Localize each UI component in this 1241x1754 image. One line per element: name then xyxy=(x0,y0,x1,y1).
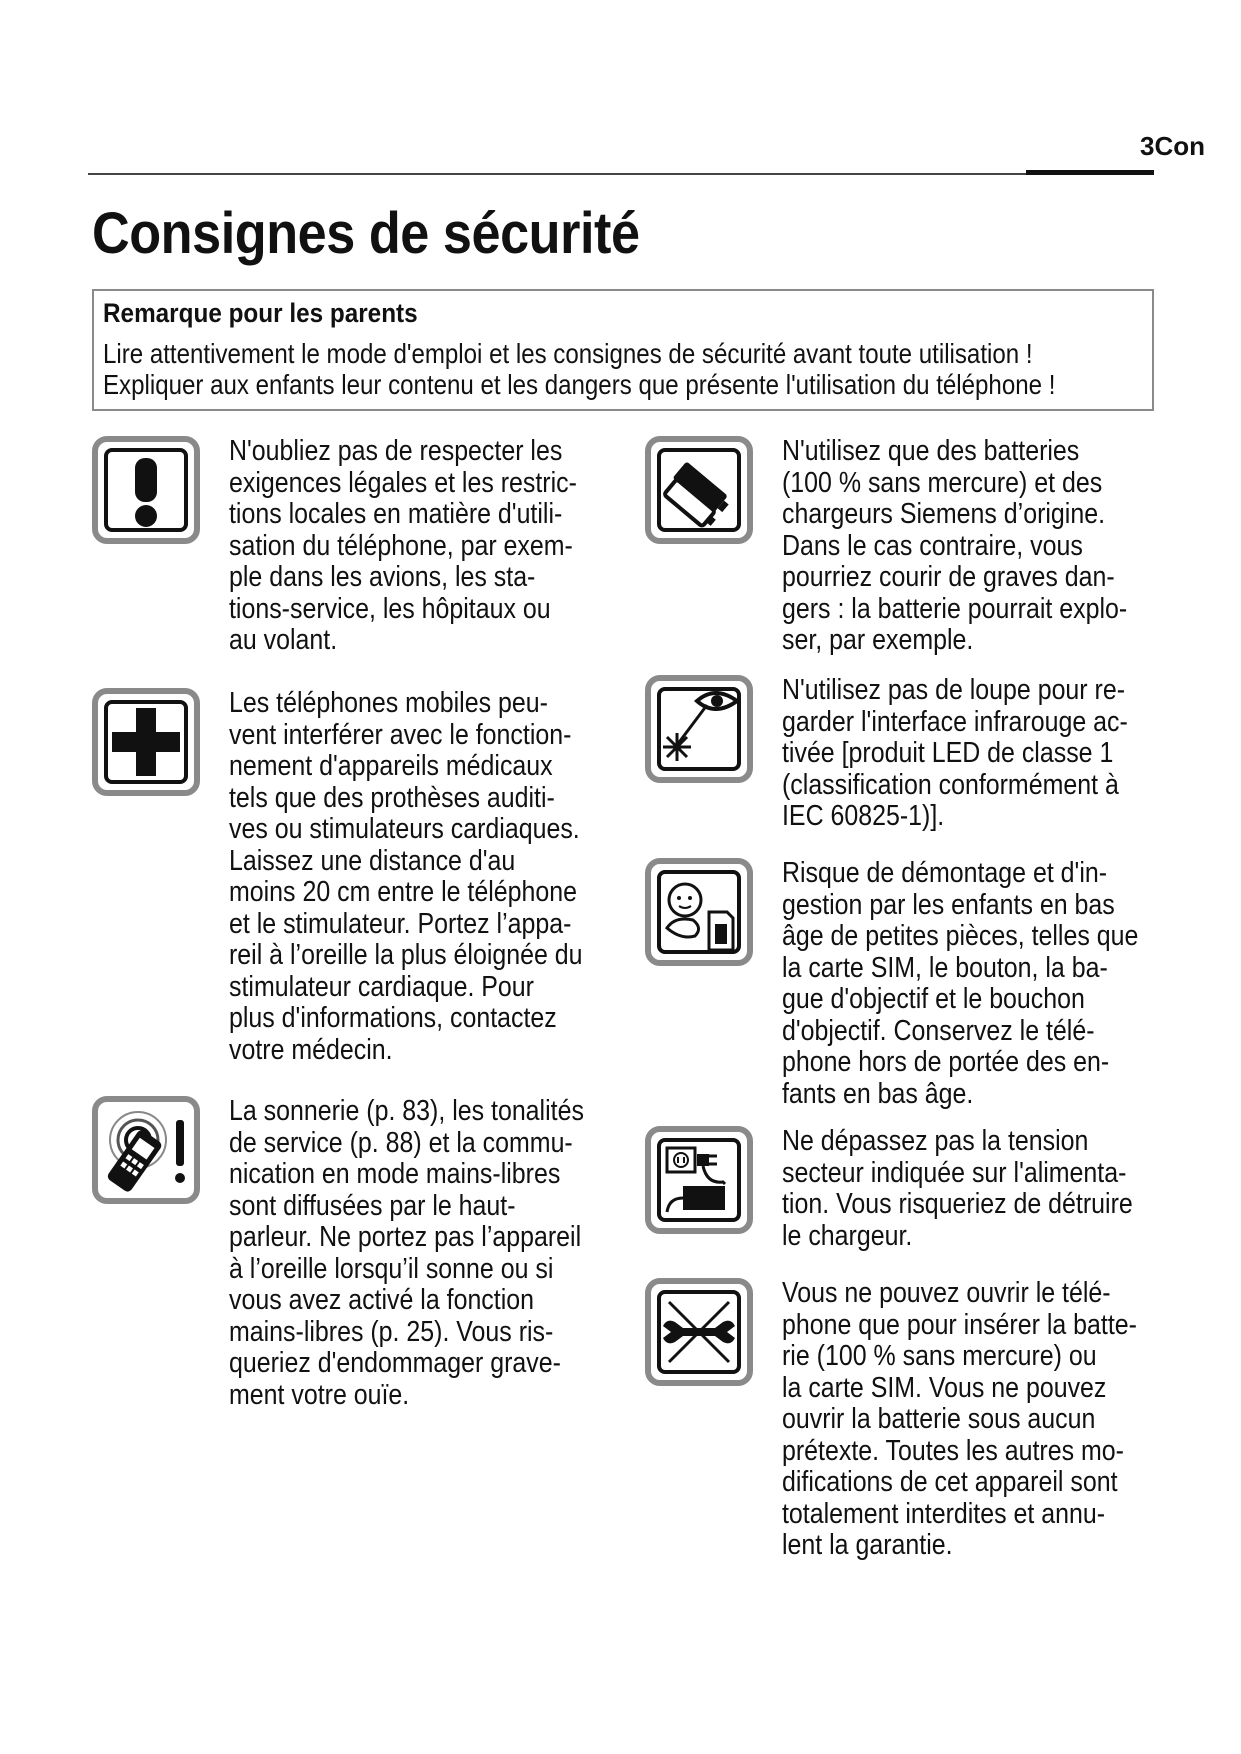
item-text-line: (100 % sans mercure) et des xyxy=(782,466,1103,499)
header-rule xyxy=(88,173,1154,175)
item-text-line: N'utilisez pas de loupe pour re- xyxy=(782,674,1126,706)
item-text-line: N'oubliez pas de respecter les xyxy=(229,435,563,467)
item-text-line: nication en mode mains-libres xyxy=(229,1158,561,1190)
no-tools-icon xyxy=(645,1278,753,1386)
section-label: 3Con xyxy=(1140,131,1205,161)
item-text-line: et le stimulateur. Portez l’appa- xyxy=(229,907,572,940)
item-text-line: La sonnerie (p. 83), les tonalités xyxy=(229,1095,584,1127)
item-text-line: tels que des prothèses auditi- xyxy=(229,781,555,814)
item-text-line: Vous ne pouvez ouvrir le télé- xyxy=(782,1277,1111,1309)
item-text-line: plus d'informations, contactez xyxy=(229,1002,557,1034)
notice-line: Lire attentivement le mode d'emploi et les consignes de sécurité avant toute utilisation ! xyxy=(103,338,1033,369)
item-text-line: tivée [produit LED de classe 1 xyxy=(782,737,1114,769)
power-supply-icon xyxy=(645,1126,753,1234)
item-text-line: au volant. xyxy=(229,624,338,656)
item-text-line: Ne dépassez pas la tension xyxy=(782,1125,1089,1157)
page-title: Consignes de sécurité xyxy=(92,201,640,266)
notice-title: Remarque pour les parents xyxy=(103,298,418,328)
item-text-line: gers : la batterie pourrait explo- xyxy=(782,592,1128,625)
item-text-line: phone que pour insérer la batte- xyxy=(782,1308,1137,1341)
item-text-line: secteur indiquée sur l'alimenta- xyxy=(782,1156,1127,1189)
item-text-line: tion. Vous risqueriez de détruire xyxy=(782,1188,1133,1220)
item-text-line: Risque de démontage et d'in- xyxy=(782,857,1108,889)
item-text-line: queriez d'endommager grave- xyxy=(229,1347,561,1379)
item-text-line: parleur. Ne portez pas l’appareil xyxy=(229,1221,582,1253)
item-text-line: nement d'appareils médicaux xyxy=(229,750,553,782)
item-text-line: IEC 60825-1)]. xyxy=(782,800,945,832)
infrared-eye-icon xyxy=(645,675,753,783)
item-text-line: de service (p. 88) et la commu- xyxy=(229,1126,573,1159)
item-text-line: sation du téléphone, par exem- xyxy=(229,529,573,562)
item-text-line: N'utilisez que des batteries xyxy=(782,435,1080,467)
item-text-line: à l’oreille lorsqu’il sonne ou si xyxy=(229,1252,554,1285)
item-text-line: mains-libres (p. 25). Vous ris- xyxy=(229,1315,554,1348)
item-text-line: gestion par les enfants en bas xyxy=(782,888,1115,921)
medical-cross-icon xyxy=(92,688,200,796)
item-text-line: lent la garantie. xyxy=(782,1529,953,1561)
item-text-line: votre médecin. xyxy=(229,1033,393,1066)
child-sim-icon xyxy=(645,858,753,966)
item-text-line: Dans le cas contraire, vous xyxy=(782,529,1083,562)
item-text-line: Laissez une distance d'au xyxy=(229,844,516,877)
item-text-line: Les téléphones mobiles peu- xyxy=(229,687,548,719)
item-text-line: gue d'objectif et le bouchon xyxy=(782,983,1085,1015)
item-text-line: ouvrir la batterie sous aucun xyxy=(782,1403,1096,1435)
item-text-line: le chargeur. xyxy=(782,1219,913,1252)
item-text-line: prétexte. Toutes les autres mo- xyxy=(782,1434,1124,1467)
item-text-line: ves ou stimulateurs cardiaques. xyxy=(229,813,580,845)
item-text-line: âge de petites pièces, telles que xyxy=(782,920,1139,952)
battery-icon xyxy=(645,436,753,544)
loud-phone-icon xyxy=(92,1096,200,1204)
item-text-line: phone hors de portée des en- xyxy=(782,1046,1110,1078)
item-text-line: (classification conformément à xyxy=(782,768,1119,801)
item-text-line: reil à l’oreille la plus éloignée du xyxy=(229,939,583,971)
item-text-line: vous avez activé la fonction xyxy=(229,1284,535,1316)
item-text-line: ser, par exemple. xyxy=(782,624,974,656)
item-text-line: ment votre ouïe. xyxy=(229,1378,410,1411)
item-text-line: sont diffusées par le haut- xyxy=(229,1189,516,1222)
item-text-line: d'objectif. Conservez le télé- xyxy=(782,1014,1095,1047)
item-text-line: chargeurs Siemens d’origine. xyxy=(782,498,1106,530)
item-text-line: fants en bas âge. xyxy=(782,1077,974,1110)
item-text-line: pourriez courir de graves dan- xyxy=(782,561,1115,593)
item-text-line: stimulateur cardiaque. Pour xyxy=(229,970,534,1003)
item-text-line: tions locales en matière d'utili- xyxy=(229,498,563,530)
parents-notice-box xyxy=(92,289,1154,411)
notice-line: Expliquer aux enfants leur contenu et les dangers que présente l'utilisation du téléphone ! xyxy=(103,369,1056,400)
item-text-line: garder l'interface infrarouge ac- xyxy=(782,705,1128,738)
item-text-line: la carte SIM. Vous ne pouvez xyxy=(782,1371,1107,1404)
item-text-line: difications de cet appareil sont xyxy=(782,1466,1118,1498)
item-text-line: exigences légales et les restric- xyxy=(229,466,577,499)
item-text-line: rie (100 % sans mercure) ou xyxy=(782,1340,1097,1372)
item-text-line: la carte SIM, le bouton, la ba- xyxy=(782,951,1108,984)
item-text-line: tions-service, les hôpitaux ou xyxy=(229,592,551,625)
item-text-line: vent interférer avec le fonction- xyxy=(229,718,572,751)
exclamation-icon xyxy=(92,436,200,544)
item-text-line: moins 20 cm entre le téléphone xyxy=(229,876,577,908)
item-text-line: ple dans les avions, les sta- xyxy=(229,561,536,593)
header-tab-marker xyxy=(1026,170,1154,175)
item-text-line: totalement interdites et annu- xyxy=(782,1497,1106,1530)
